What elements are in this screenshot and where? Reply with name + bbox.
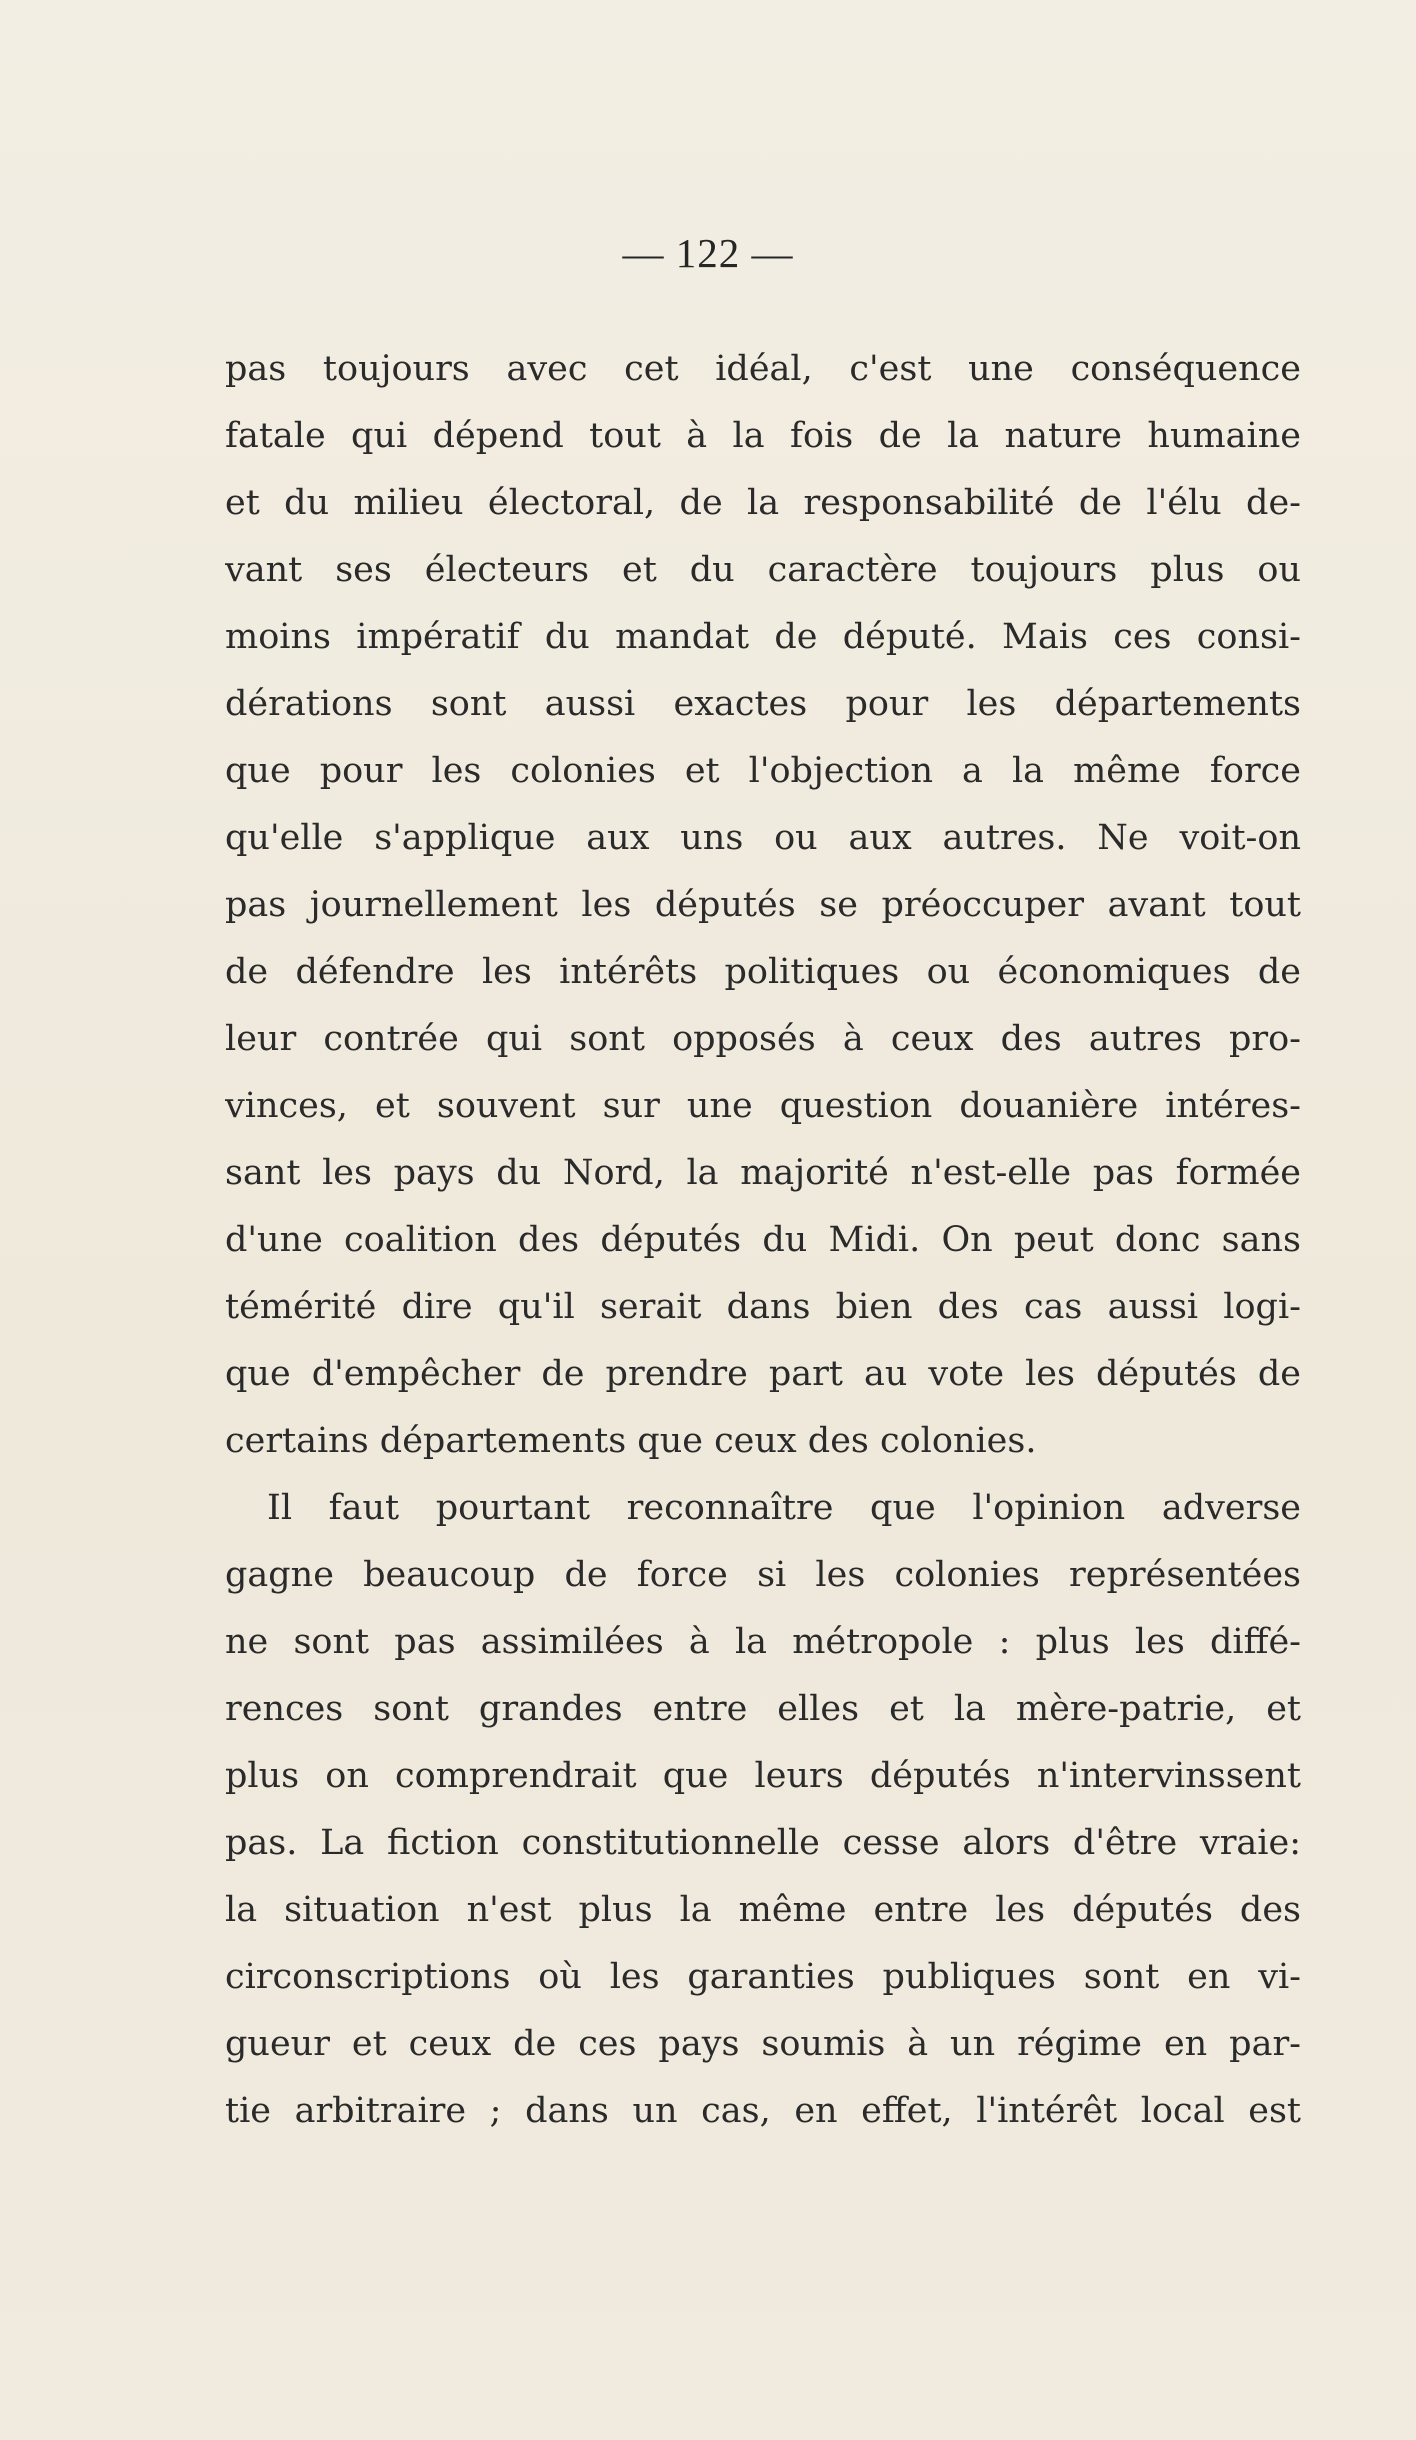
text-line: leur contrée qui sont opposés à ceux des autres pro- — [225, 1019, 1301, 1059]
text-line: et du milieu électoral, de la responsabilité de l'élu de- — [225, 483, 1301, 523]
text-line: certains départements que ceux des colonies. — [225, 1421, 1037, 1461]
text-line: sant les pays du Nord, la majorité n'est-elle pas formée — [225, 1153, 1301, 1193]
text-line: Il faut pourtant reconnaître que l'opinion adverse — [267, 1488, 1301, 1528]
text-line: fatale qui dépend tout à la fois de la nature humaine — [225, 416, 1301, 456]
text-line: pas toujours avec cet idéal, c'est une conséquence — [225, 349, 1301, 389]
text-line: que d'empêcher de prendre part au vote les députés de — [225, 1354, 1301, 1394]
page-number: — 122 — — [622, 230, 794, 276]
text-line: dérations sont aussi exactes pour les départements — [225, 684, 1301, 724]
text-line: gueur et ceux de ces pays soumis à un régime en par- — [225, 2024, 1301, 2064]
text-line: moins impératif du mandat de député. Mais ces consi- — [225, 617, 1301, 657]
text-line: d'une coalition des députés du Midi. On peut donc sans — [225, 1220, 1301, 1260]
text-line: la situation n'est plus la même entre les députés des — [225, 1890, 1301, 1930]
text-line: de défendre les intérêts politiques ou économiques de — [225, 952, 1301, 992]
text-line: ne sont pas assimilées à la métropole : plus les diffé- — [225, 1622, 1301, 1662]
text-line: vinces, et souvent sur une question douanière intéres- — [225, 1086, 1301, 1126]
text-line: qu'elle s'applique aux uns ou aux autres. Ne voit-on — [225, 818, 1301, 858]
text-line: gagne beaucoup de force si les colonies représentées — [225, 1555, 1301, 1595]
text-line: circonscriptions où les garanties publiques sont en vi- — [225, 1957, 1301, 1997]
body-text — [225, 336, 1301, 2145]
text-line: rences sont grandes entre elles et la mère-patrie, et — [225, 1689, 1301, 1729]
text-line: plus on comprendrait que leurs députés n'intervinssent — [225, 1756, 1301, 1796]
text-line: pas. La fiction constitutionnelle cesse alors d'être vraie: — [225, 1823, 1301, 1863]
text-line: pas journellement les députés se préoccuper avant tout — [225, 885, 1301, 925]
text-line: témérité dire qu'il serait dans bien des cas aussi logi- — [225, 1287, 1301, 1327]
text-line: tie arbitraire ; dans un cas, en effet, l'intérêt local est — [225, 2091, 1301, 2131]
text-line: que pour les colonies et l'objection a la même force — [225, 751, 1301, 791]
text-line: vant ses électeurs et du caractère toujours plus ou — [225, 550, 1301, 590]
